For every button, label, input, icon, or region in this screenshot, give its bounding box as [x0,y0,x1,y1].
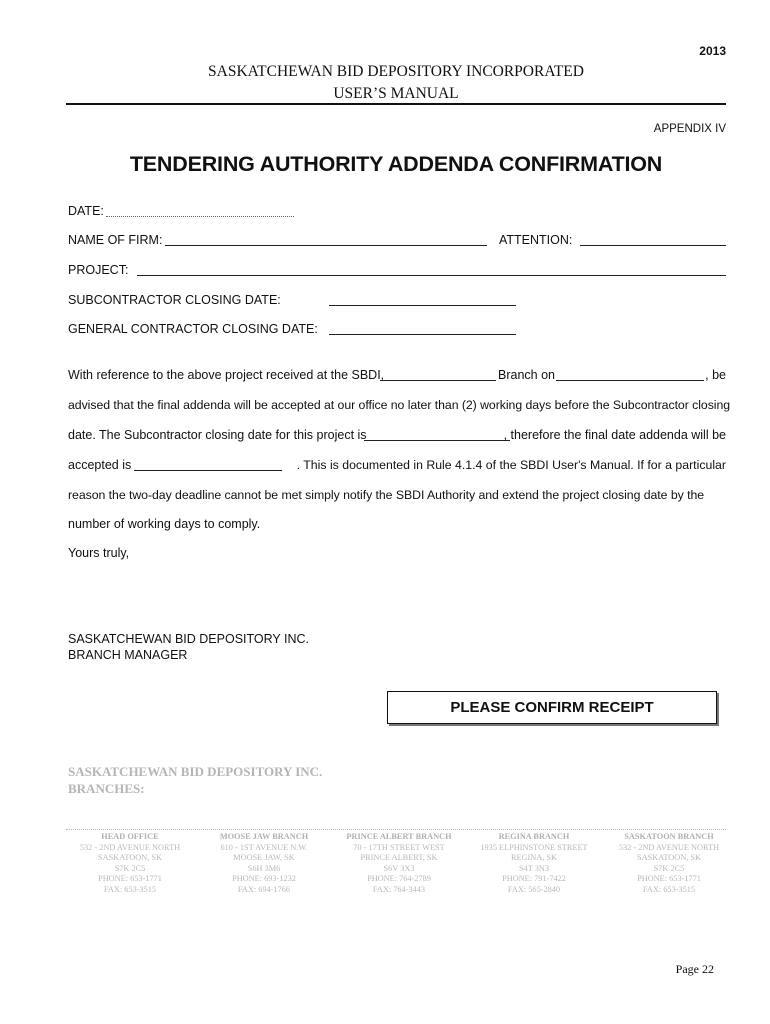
branch-phone: PHONE: 653-1771 [637,874,701,884]
body-line-5: reason the two-day deadline cannot be met simply notify the SBDI Authority and extend the project closing date by the [68,488,705,502]
attention-label: ATTENTION: [499,233,573,247]
addenda-accepted-date-field[interactable] [134,470,282,471]
firm-field[interactable] [165,245,487,246]
closing-salutation: Yours truly, [68,546,130,560]
branch-city: REGINA, SK [510,853,558,863]
branch-address: 532 - 2ND AVENUE NORTH [79,842,181,852]
branch-fax: FAX: 653-3515 [642,884,696,894]
branch-phone: PHONE: 764-2789 [367,874,431,884]
body-line-3a: date. The Subcontractor closing date for this project is [68,428,367,442]
body-line-3b: , therefore the final date addenda will be [503,428,726,442]
branch-city: PRINCE ALBERT, SK [360,853,438,863]
body-line-1c: , be [705,368,726,382]
project-field[interactable] [137,275,726,276]
sbdi-branch-field[interactable] [380,380,496,381]
received-date-field[interactable] [556,380,704,381]
year-label: 2013 [699,44,726,58]
attention-field[interactable] [580,245,726,246]
branch-postal: S6H 3M6 [247,863,281,873]
date-field[interactable] [106,216,294,217]
organization-name: SASKATCHEWAN BID DEPOSITORY INCORPORATED [208,63,584,80]
project-label: PROJECT: [68,263,129,277]
branch-saskatoon [603,832,735,896]
confirm-receipt-label: PLEASE CONFIRM RECEIPT [450,699,654,716]
branch-city: SASKATOON, SK [98,853,162,863]
subcontractor-closing-field[interactable] [329,305,516,306]
branches-heading-label: BRANCHES: [68,781,145,796]
general-contractor-closing-label: GENERAL CONTRACTOR CLOSING DATE: [68,322,318,336]
body-line-4b: . This is documented in Rule 4.1.4 of the SBDI User's Manual. If for a particular [296,458,726,472]
appendix-label: APPENDIX IV [653,123,726,135]
branch-name: PRINCE ALBERT BRANCH [346,832,452,841]
general-contractor-closing-field[interactable] [329,334,516,335]
branch-city: SASKATOON, SK [637,853,701,863]
body-line-4a: accepted is [68,458,132,472]
branch-phone: PHONE: 693-1232 [232,874,296,884]
confirm-receipt-box [387,691,717,724]
subcontractor-closing-label: SUBCONTRACTOR CLOSING DATE: [68,293,281,307]
branch-address: 70 - 17TH STREET WEST [353,842,445,852]
branch-postal: S4T 3N3 [518,863,550,873]
firm-label: NAME OF FIRM: [68,233,163,247]
signature-org: SASKATCHEWAN BID DEPOSITORY INC. [68,632,310,646]
branch-phone: PHONE: 653-1771 [98,874,162,884]
branch-city: MOOSE JAW, SK [233,853,295,863]
body-line-6: number of working days to comply. [68,517,261,531]
page-title: TENDERING AUTHORITY ADDENDA CONFIRMATION [129,152,663,176]
branch-name: HEAD OFFICE [101,832,159,841]
branch-name: MOOSE JAW BRANCH [219,832,309,841]
date-label: DATE: [68,204,104,218]
header-rule [66,103,726,105]
branch-fax: FAX: 694-1766 [237,884,291,894]
branch-head-office [64,832,196,896]
branch-fax: FAX: 565-2840 [507,884,561,894]
signature-title: BRANCH MANAGER [68,648,188,662]
branch-fax: FAX: 653-3515 [103,884,157,894]
branch-postal: S6V 3X3 [383,863,415,873]
body-line-2: advised that the final addenda will be accepted at our office no later than (2) working days before the Subcontractor closing [68,398,731,412]
branch-fax: FAX: 764-3443 [372,884,426,894]
branch-postal: S7K 2C5 [653,863,685,873]
branch-regina [468,832,600,896]
branch-address: 1935 ELPHINSTONE STREET [480,842,588,852]
body-line-1a: With reference to the above project received at the SBDI, [68,368,385,382]
branch-address: 610 - 1ST AVENUE N.W. [220,842,308,852]
branch-postal: S7K 2C5 [114,863,146,873]
branch-phone: PHONE: 791-7422 [502,874,566,884]
branch-prince-albert [333,832,465,896]
page-number: Page 22 [675,962,714,976]
subcontractor-closing-date-field[interactable] [364,440,510,441]
branch-address: 532 - 2ND AVENUE NORTH [618,842,720,852]
body-line-1b: Branch on [498,368,555,382]
branches-rule [66,829,726,830]
branch-name: REGINA BRANCH [498,832,570,841]
branches-heading-org: SASKATCHEWAN BID DEPOSITORY INC. [68,764,323,779]
branch-name: SASKATOON BRANCH [624,832,714,841]
manual-name: USER’S MANUAL [333,85,459,102]
branch-moose-jaw [198,832,330,896]
